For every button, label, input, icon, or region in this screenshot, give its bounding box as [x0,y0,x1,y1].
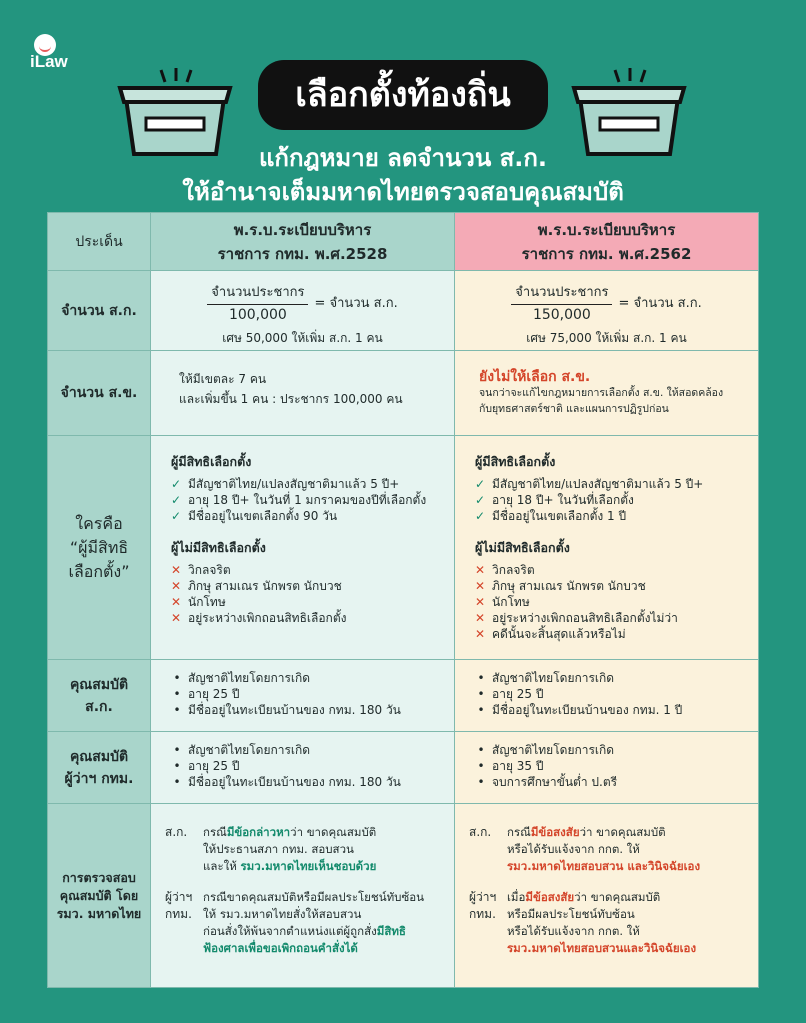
text-line: หรือมีผลประโยชน์ทับซ้อน [507,907,635,921]
cell-2528 [151,351,455,436]
row-label [48,660,151,732]
text-fragment: ว่า ขาดคุณสมบัติ [290,825,377,839]
list-item: มีชื่ออยู่ในทะเบียนบ้านของ กทม. 180 วัน [188,703,401,717]
row-label: จำนวน ส.ข. [48,351,151,436]
highlight-text: มีสิทธิ [376,924,406,938]
row-label [48,804,151,988]
header-2528 [151,213,455,271]
comparison-table [47,212,759,988]
text-line: ให้ รมว.มหาดไทยสั่งให้สอบสวน [203,907,362,921]
section-title: ผู้ไม่มีสิทธิเลือกตั้ง [475,540,570,555]
list-item: อยู่ระหว่างเพิกถอนสิทธิเลือกตั้ง [188,611,347,625]
check-icon: ✓ [171,477,182,491]
text-fragment: เมื่อ [507,890,526,904]
row-label-line: “ผู้มีสิทธิ [69,537,129,557]
cell-2562 [455,660,759,732]
highlight-text: มีข้อกล่าวหา [226,825,291,839]
check-icon: ✓ [475,509,486,523]
list-item: อายุ 18 ปี+ ในวันที่เลือกตั้ง [492,493,634,507]
logo-text: iLaw [30,52,68,71]
list-item: อายุ 18 ปี+ ในวันที่ 1 มกราคมของปีที่เลือกตั้ง [188,493,427,507]
cell-2528 [151,436,455,660]
fraction [511,281,612,323]
highlight-text: รมว.มหาดไทยเห็นชอบด้วย [240,859,377,873]
page-title: เลือกตั้งท้องถิ่น [258,60,548,130]
text-line: ให้ประธานสภา กทม. สอบสวน [203,842,354,856]
check-icon: ✓ [475,477,486,491]
inspection-label-line: กทม. [165,907,192,921]
highlight-text: มีข้อสงสัย [525,890,575,904]
section-title: ผู้มีสิทธิเลือกตั้ง [171,454,252,469]
list-item: คดีนั้นจะสิ้นสุดแล้วหรือไม่ [492,627,626,641]
row-label-line: ใครคือ [75,513,123,533]
highlight-text: ยังไม่ให้เลือก ส.ข. [479,369,591,385]
bullet-icon: • [173,743,181,757]
header-2562 [455,213,759,271]
row-label-line: การตรวจสอบ [62,869,136,885]
list-item: อยู่ระหว่างเพิกถอนสิทธิเลือกตั้งไม่ว่า [492,611,678,625]
header-2562-line2: ราชการ กทม. พ.ศ.2562 [521,244,692,263]
cross-icon: ✕ [475,563,486,577]
inspection-label-line: ผู้ว่าฯ [469,890,497,904]
bullet-icon: • [477,775,485,789]
highlight-text: รมว.มหาดไทยสอบสวนและวินิจฉัยเอง [507,941,697,955]
bullet-icon: • [173,775,181,789]
row-label-line: รมว. มหาดไทย [56,905,142,921]
subtitle-1: แก้กฎหมาย ลดจำนวน ส.ก. [258,144,548,172]
header-2528-line1: พ.ร.บ.ระเบียบบริหาร [233,220,372,239]
highlight-text: ฟ้องศาลเพื่อขอเพิกถอนคำสั่งได้ [203,941,358,955]
bullet-icon: • [477,671,485,685]
text-fragment: ก่อนสั่งให้พ้นจากตำแหน่งแต่ผู้ถูกสั่ง [203,924,377,938]
inspection-sk [165,824,444,875]
inspection-sk [469,824,748,875]
row-label-line: คุณสมบัติ [69,748,129,765]
cell-2562 [455,436,759,660]
bullet-icon: • [477,703,485,717]
cell-2562 [455,351,759,436]
list-item: วิกลจริต [188,563,231,577]
text-line: และเพิ่มขึ้น 1 คน : ประชากร 100,000 คน [179,392,403,406]
row-label-line: ส.ก. [85,698,113,715]
bullet-icon: • [173,671,181,685]
inspection-label-line: ผู้ว่าฯ [165,890,193,904]
cell-2562 [455,732,759,804]
bullet-icon: • [173,703,181,717]
inspection-label-line: กทม. [469,907,496,921]
bullet-icon: • [173,759,181,773]
table-row [48,804,759,988]
check-icon: ✓ [171,509,182,523]
cross-icon: ✕ [171,611,182,625]
table-row [48,732,759,804]
row-label [48,436,151,660]
cross-icon: ✕ [475,595,486,609]
list-item: มีสัญชาติไทย/แปลงสัญชาติมาแล้ว 5 ปี+ [492,477,704,491]
text-line: ให้มีเขตละ 7 คน [179,372,267,386]
cell-2528 [151,732,455,804]
list-item: อายุ 25 ปี [188,759,240,773]
text-fragment: กรณี [507,825,531,839]
text-line: จนกว่าจะแก้ไขกฎหมายการเลือกตั้ง ส.ข. ให้สอดคล้อง [479,387,724,399]
inspection-label: ส.ก. [165,825,188,839]
list-item: นักโทษ [188,595,226,609]
cross-icon: ✕ [171,595,182,609]
list-item: สัญชาติไทยโดยการเกิด [188,743,311,757]
section-title: ผู้ไม่มีสิทธิเลือกตั้ง [171,540,266,555]
remainder-note: เศษ 75,000 ให้เพิ่ม ส.ก. 1 คน [526,331,687,345]
list-item: นักโทษ [492,595,530,609]
cross-icon: ✕ [475,579,486,593]
bullet-icon: • [477,743,485,757]
inspection-governor [165,889,444,957]
inspection-label: ส.ก. [469,825,492,839]
cross-icon: ✕ [171,563,182,577]
header-2562-line1: พ.ร.บ.ระเบียบบริหาร [537,220,676,239]
fraction-denominator: 150,000 [532,307,591,323]
list-item: มีสัญชาติไทย/แปลงสัญชาติมาแล้ว 5 ปี+ [188,477,400,491]
table-header-row [48,213,759,271]
fraction-numerator: จำนวนประชากร [511,281,612,305]
cell-2562 [455,804,759,988]
list-item: มีชื่ออยู่ในทะเบียนบ้านของ กทม. 1 ปี [492,703,683,717]
cell-2528 [151,660,455,732]
text-fragment: และให้ [203,859,241,873]
remainder-note: เศษ 50,000 ให้เพิ่ม ส.ก. 1 คน [222,331,383,345]
list-item: มีชื่ออยู่ในทะเบียนบ้านของ กทม. 180 วัน [188,775,401,789]
text-line: หรือได้รับแจ้งจาก กกต. ให้ [507,842,640,856]
row-label-line: คุณสมบัติ โดย [59,887,139,903]
header-2528-line2: ราชการ กทม. พ.ศ.2528 [217,244,388,263]
bullet-icon: • [477,759,485,773]
list-item: วิกลจริต [492,563,535,577]
list-item: สัญชาติไทยโดยการเกิด [492,671,615,685]
list-item: มีชื่ออยู่ในเขตเลือกตั้ง 90 วัน [188,509,338,523]
highlight-text: มีข้อสงสัย [530,825,580,839]
fraction-numerator: จำนวนประชากร [207,281,308,305]
list-item: อายุ 25 ปี [188,687,240,701]
bullet-icon: • [173,687,181,701]
table-row [48,436,759,660]
text-fragment: กรณี [203,825,227,839]
fraction-result: = จำนวน ส.ก. [314,295,398,311]
text-line: กรณีขาดคุณสมบัติหรือมีผลประโยชน์ทับซ้อน [203,890,425,904]
table-row [48,660,759,732]
cross-icon: ✕ [475,611,486,625]
table-row [48,351,759,436]
list-item: อายุ 35 ปี [492,759,544,773]
header-topic: ประเด็น [48,213,151,271]
row-label-line: คุณสมบัติ [69,676,129,693]
cross-icon: ✕ [475,627,486,641]
section-title: ผู้มีสิทธิเลือกตั้ง [475,454,556,469]
table-row [48,271,759,351]
fraction [207,281,308,323]
list-item: ภิกษุ สามเณร นักพรต นักบวช [188,579,342,593]
fraction-denominator: 100,000 [228,307,287,323]
text-line: กับยุทธศาสตร์ชาติ และแผนการปฏิรูปก่อน [479,403,669,415]
row-label: จำนวน ส.ก. [48,271,151,351]
list-item: ภิกษุ สามเณร นักพรต นักบวช [492,579,646,593]
check-icon: ✓ [475,493,486,507]
cell-2562 [455,271,759,351]
fraction-result: = จำนวน ส.ก. [618,295,702,311]
cell-2528 [151,804,455,988]
list-item: มีชื่ออยู่ในเขตเลือกตั้ง 1 ปี [492,509,627,523]
text-fragment: ว่า ขาดคุณสมบัติ [579,825,666,839]
cross-icon: ✕ [171,579,182,593]
row-label-line: เลือกตั้ง” [68,561,130,581]
inspection-label [165,889,197,957]
inspection-label [469,889,501,957]
check-icon: ✓ [171,493,182,507]
list-item: จบการศึกษาขั้นต่ำ ป.ตรี [492,775,618,789]
cell-2528 [151,271,455,351]
list-item: สัญชาติไทยโดยการเกิด [492,743,615,757]
row-label-line: ผู้ว่าฯ กทม. [64,770,134,787]
highlight-text: รมว.มหาดไทยสอบสวน และวินิจฉัยเอง [507,859,701,873]
inspection-governor [469,889,748,957]
subtitle-2: ให้อำนาจเต็มมหาดไทยตรวจสอบคุณสมบัติ [182,178,624,206]
row-label [48,732,151,804]
text-fragment: ว่า ขาดคุณสมบัติ [574,890,661,904]
list-item: สัญชาติไทยโดยการเกิด [188,671,311,685]
list-item: อายุ 25 ปี [492,687,544,701]
bullet-icon: • [477,687,485,701]
ilaw-logo [30,34,90,74]
text-line: หรือได้รับแจ้งจาก กกต. ให้ [507,924,640,938]
